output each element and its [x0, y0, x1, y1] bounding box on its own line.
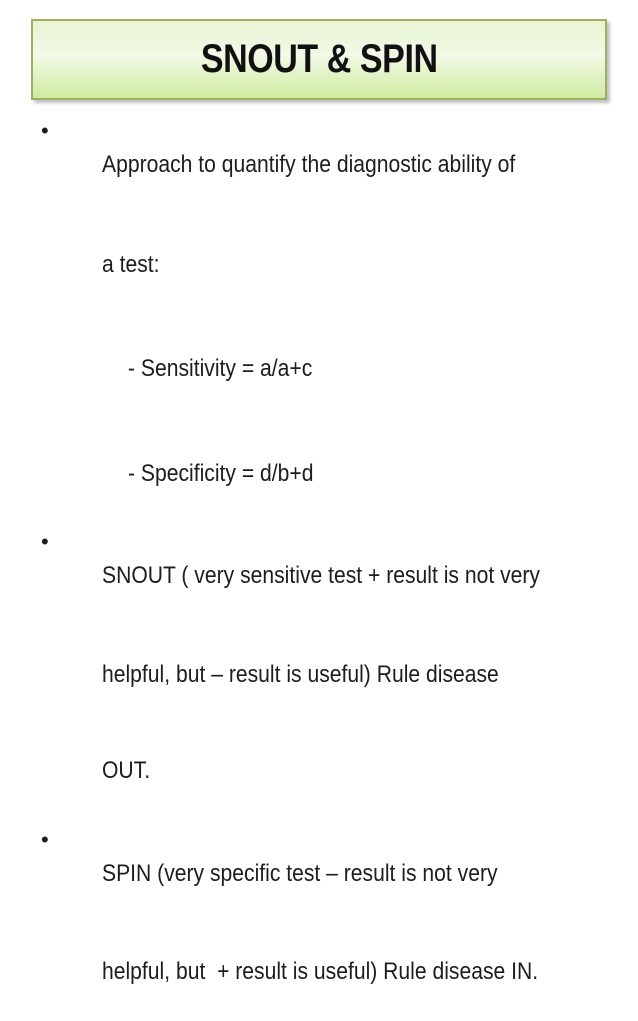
sub-item-text: - Specificity = d/b+d: [128, 460, 314, 487]
bullet-line: [40, 824, 624, 923]
bullet-line: [40, 526, 624, 625]
bullet-list: [40, 115, 624, 1021]
bullet-marker: •: [41, 118, 49, 143]
bullet-line-continuation: [40, 721, 624, 820]
bullet-marker: •: [41, 529, 49, 554]
bullet-marker: •: [41, 827, 49, 852]
bullet-line-continuation: [40, 922, 624, 1021]
slide-title: SNOUT & SPIN: [200, 37, 438, 81]
bullet-text: helpful, but + result is useful) Rule disease IN.: [102, 958, 539, 985]
bullet-text: a test:: [102, 251, 160, 278]
bullet-text: SNOUT ( very sensitive test + result is not very: [102, 562, 541, 589]
sub-item-line: [40, 319, 624, 418]
bullet-line: [40, 115, 624, 214]
sub-item-text: - Sensitivity = a/a+c: [128, 355, 313, 382]
bullet-line-continuation: [40, 215, 624, 314]
bullet-line-continuation: [40, 625, 624, 724]
bullet-text: helpful, but – result is useful) Rule disease: [102, 661, 499, 688]
sub-item-line: [40, 424, 624, 523]
bullet-text: OUT.: [102, 757, 151, 784]
slide-title-banner: [31, 19, 607, 100]
bullet-text: SPIN (very specific test – result is not very: [102, 860, 498, 887]
bullet-text: Approach to quantify the diagnostic ability of: [102, 151, 516, 178]
